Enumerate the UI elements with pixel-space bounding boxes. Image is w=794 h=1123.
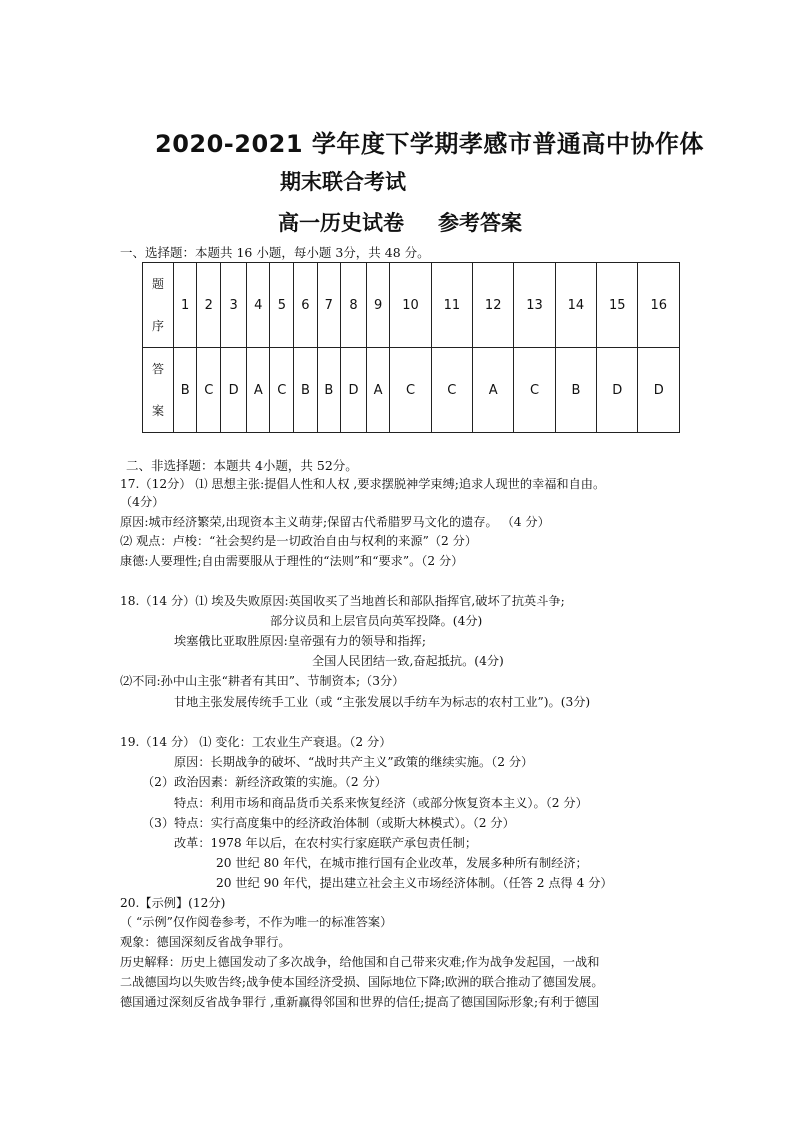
- answer-line: 原因：长期战争的破坏、“战时共产主义”政策的继续实施。（2 分）: [174, 755, 534, 769]
- answer-cell: A: [473, 348, 514, 433]
- answer-line: 20 世纪 90 年代，提出建立社会主义市场经济体制。（任答 2 点得 4 分）: [216, 876, 613, 890]
- exam-title-line2: 期末联合考试: [280, 170, 406, 194]
- answer-line: （ “示例”仅作阅卷参考，不作为唯一的标准答案）: [120, 915, 393, 929]
- answer-line: 20 世纪 80 年代，在城市推行国有企业改革，发展多种所有制经济；: [216, 856, 588, 870]
- question-number: 11: [431, 263, 472, 348]
- answer-line: ⑵ 观点：卢梭：“社会契约是一切政治自由与权利的来源”（2 分）: [120, 534, 478, 548]
- question-number: 12: [473, 263, 514, 348]
- answer-table: [142, 262, 680, 433]
- row-header-answers: [143, 348, 174, 433]
- table-row-numbers: [143, 263, 680, 348]
- answer-cell: B: [555, 348, 596, 433]
- question-number: 8: [340, 263, 366, 348]
- row-header-numbers: [143, 263, 174, 348]
- answer-line: 全国人民团结一致,奋起抵抗。(4分): [312, 654, 504, 668]
- answer-line: 19.（14 分） ⑴ 变化：工农业生产衰退。（2 分）: [120, 735, 392, 749]
- question-number: 15: [597, 263, 638, 348]
- answer-line: 康德:人要理性;自由需要服从于理性的“法则”和“要求”。（2 分）: [120, 554, 464, 568]
- answer-line: （3）特点：实行高度集中的经济政治体制（或斯大林模式）。（2 分）: [142, 816, 515, 830]
- question-number: 4: [247, 263, 270, 348]
- section1-heading: 一、选择题：本题共 16 小题，每小题 3分，共 48 分。: [120, 245, 430, 260]
- answer-line: ⑵不同:孙中山主张“耕者有其田”、节制资本;（3分）: [120, 674, 405, 688]
- answer-line: 历史解释：历史上德国发动了多次战争，给他国和自己带来灾难;作为战争发起国，一战和: [120, 955, 600, 969]
- question-number: 1: [174, 263, 197, 348]
- answer-line: 部分议员和上层官员向英军投降。(4分): [270, 614, 483, 628]
- answer-cell: D: [638, 348, 680, 433]
- answer-cell: B: [317, 348, 340, 433]
- header-char: 序: [151, 319, 164, 333]
- answer-line: 德国通过深刻反省战争罪行 ,重新赢得邻国和世界的信任;提高了德国国际形象;有利于德国: [120, 995, 600, 1009]
- header-char: 题: [151, 277, 164, 291]
- answer-line: 观象：德国深刻反省战争罪行。: [120, 935, 291, 949]
- answer-key-label: 参考答案: [438, 210, 522, 235]
- answer-cell: D: [597, 348, 638, 433]
- section2-heading: 二、非选择题：本题共 4小题，共 52分。: [126, 458, 358, 473]
- exam-title-line1: 2020-2021 学年度下学期孝感市普通高中协作体: [155, 130, 704, 158]
- answer-line: 20.【示例】(12分): [120, 896, 226, 910]
- header-char: 案: [151, 404, 164, 418]
- question-number: 10: [390, 263, 431, 348]
- answer-cell: C: [514, 348, 555, 433]
- answer-cell: D: [221, 348, 247, 433]
- answer-line: 改革：1978 年以后，在农村实行家庭联产承包责任制；: [174, 836, 478, 850]
- answer-cell: C: [431, 348, 472, 433]
- answer-line: 18.（14 分）⑴ 埃及失败原因:英国收买了当地酋长和部队指挥官,破坏了抗英斗争;: [120, 594, 565, 608]
- question-number: 2: [197, 263, 221, 348]
- exam-subject: 高一历史试卷: [278, 210, 404, 235]
- answer-line: 甘地主张发展传统手工业（或 “主张发展以手纺车为标志的农村工业”)。(3分): [174, 695, 591, 709]
- answer-cell: D: [340, 348, 366, 433]
- question-number: 5: [270, 263, 294, 348]
- answer-cell: B: [294, 348, 317, 433]
- header-char: 答: [151, 362, 164, 376]
- question-number: 16: [638, 263, 680, 348]
- table-row-answers: [143, 348, 680, 433]
- answer-line: 二战德国均以失败告终;战争使本国经济受损、国际地位下降;欧洲的联合推动了德国发展。: [120, 975, 604, 989]
- answer-line: （4分）: [120, 495, 165, 509]
- answer-line: （2）政治因素：新经济政策的实施。（2 分）: [142, 775, 387, 789]
- question-number: 13: [514, 263, 555, 348]
- answer-cell: A: [247, 348, 270, 433]
- answer-line: 埃塞俄比亚取胜原因:皇帝强有力的领导和指挥;: [174, 634, 426, 648]
- answer-cell: B: [174, 348, 197, 433]
- answer-line: 特点：利用市场和商品货币关系来恢复经济（或部分恢复资本主义）。（2 分）: [174, 796, 588, 810]
- question-number: 6: [294, 263, 317, 348]
- answer-line: 原因:城市经济繁荣,出现资本主义萌芽;保留古代希腊罗马文化的遗存。 （4 分）: [120, 515, 550, 529]
- question-number: 3: [221, 263, 247, 348]
- answer-cell: C: [270, 348, 294, 433]
- question-number: 9: [366, 263, 389, 348]
- answer-cell: C: [390, 348, 431, 433]
- answer-cell: A: [366, 348, 389, 433]
- question-number: 14: [555, 263, 596, 348]
- answer-line: 17.（12分） ⑴ 思想主张:提倡人性和人权 ,要求摆脱神学束缚;追求人现世的幸福和自由。: [120, 477, 606, 491]
- answer-cell: C: [197, 348, 221, 433]
- question-number: 7: [317, 263, 340, 348]
